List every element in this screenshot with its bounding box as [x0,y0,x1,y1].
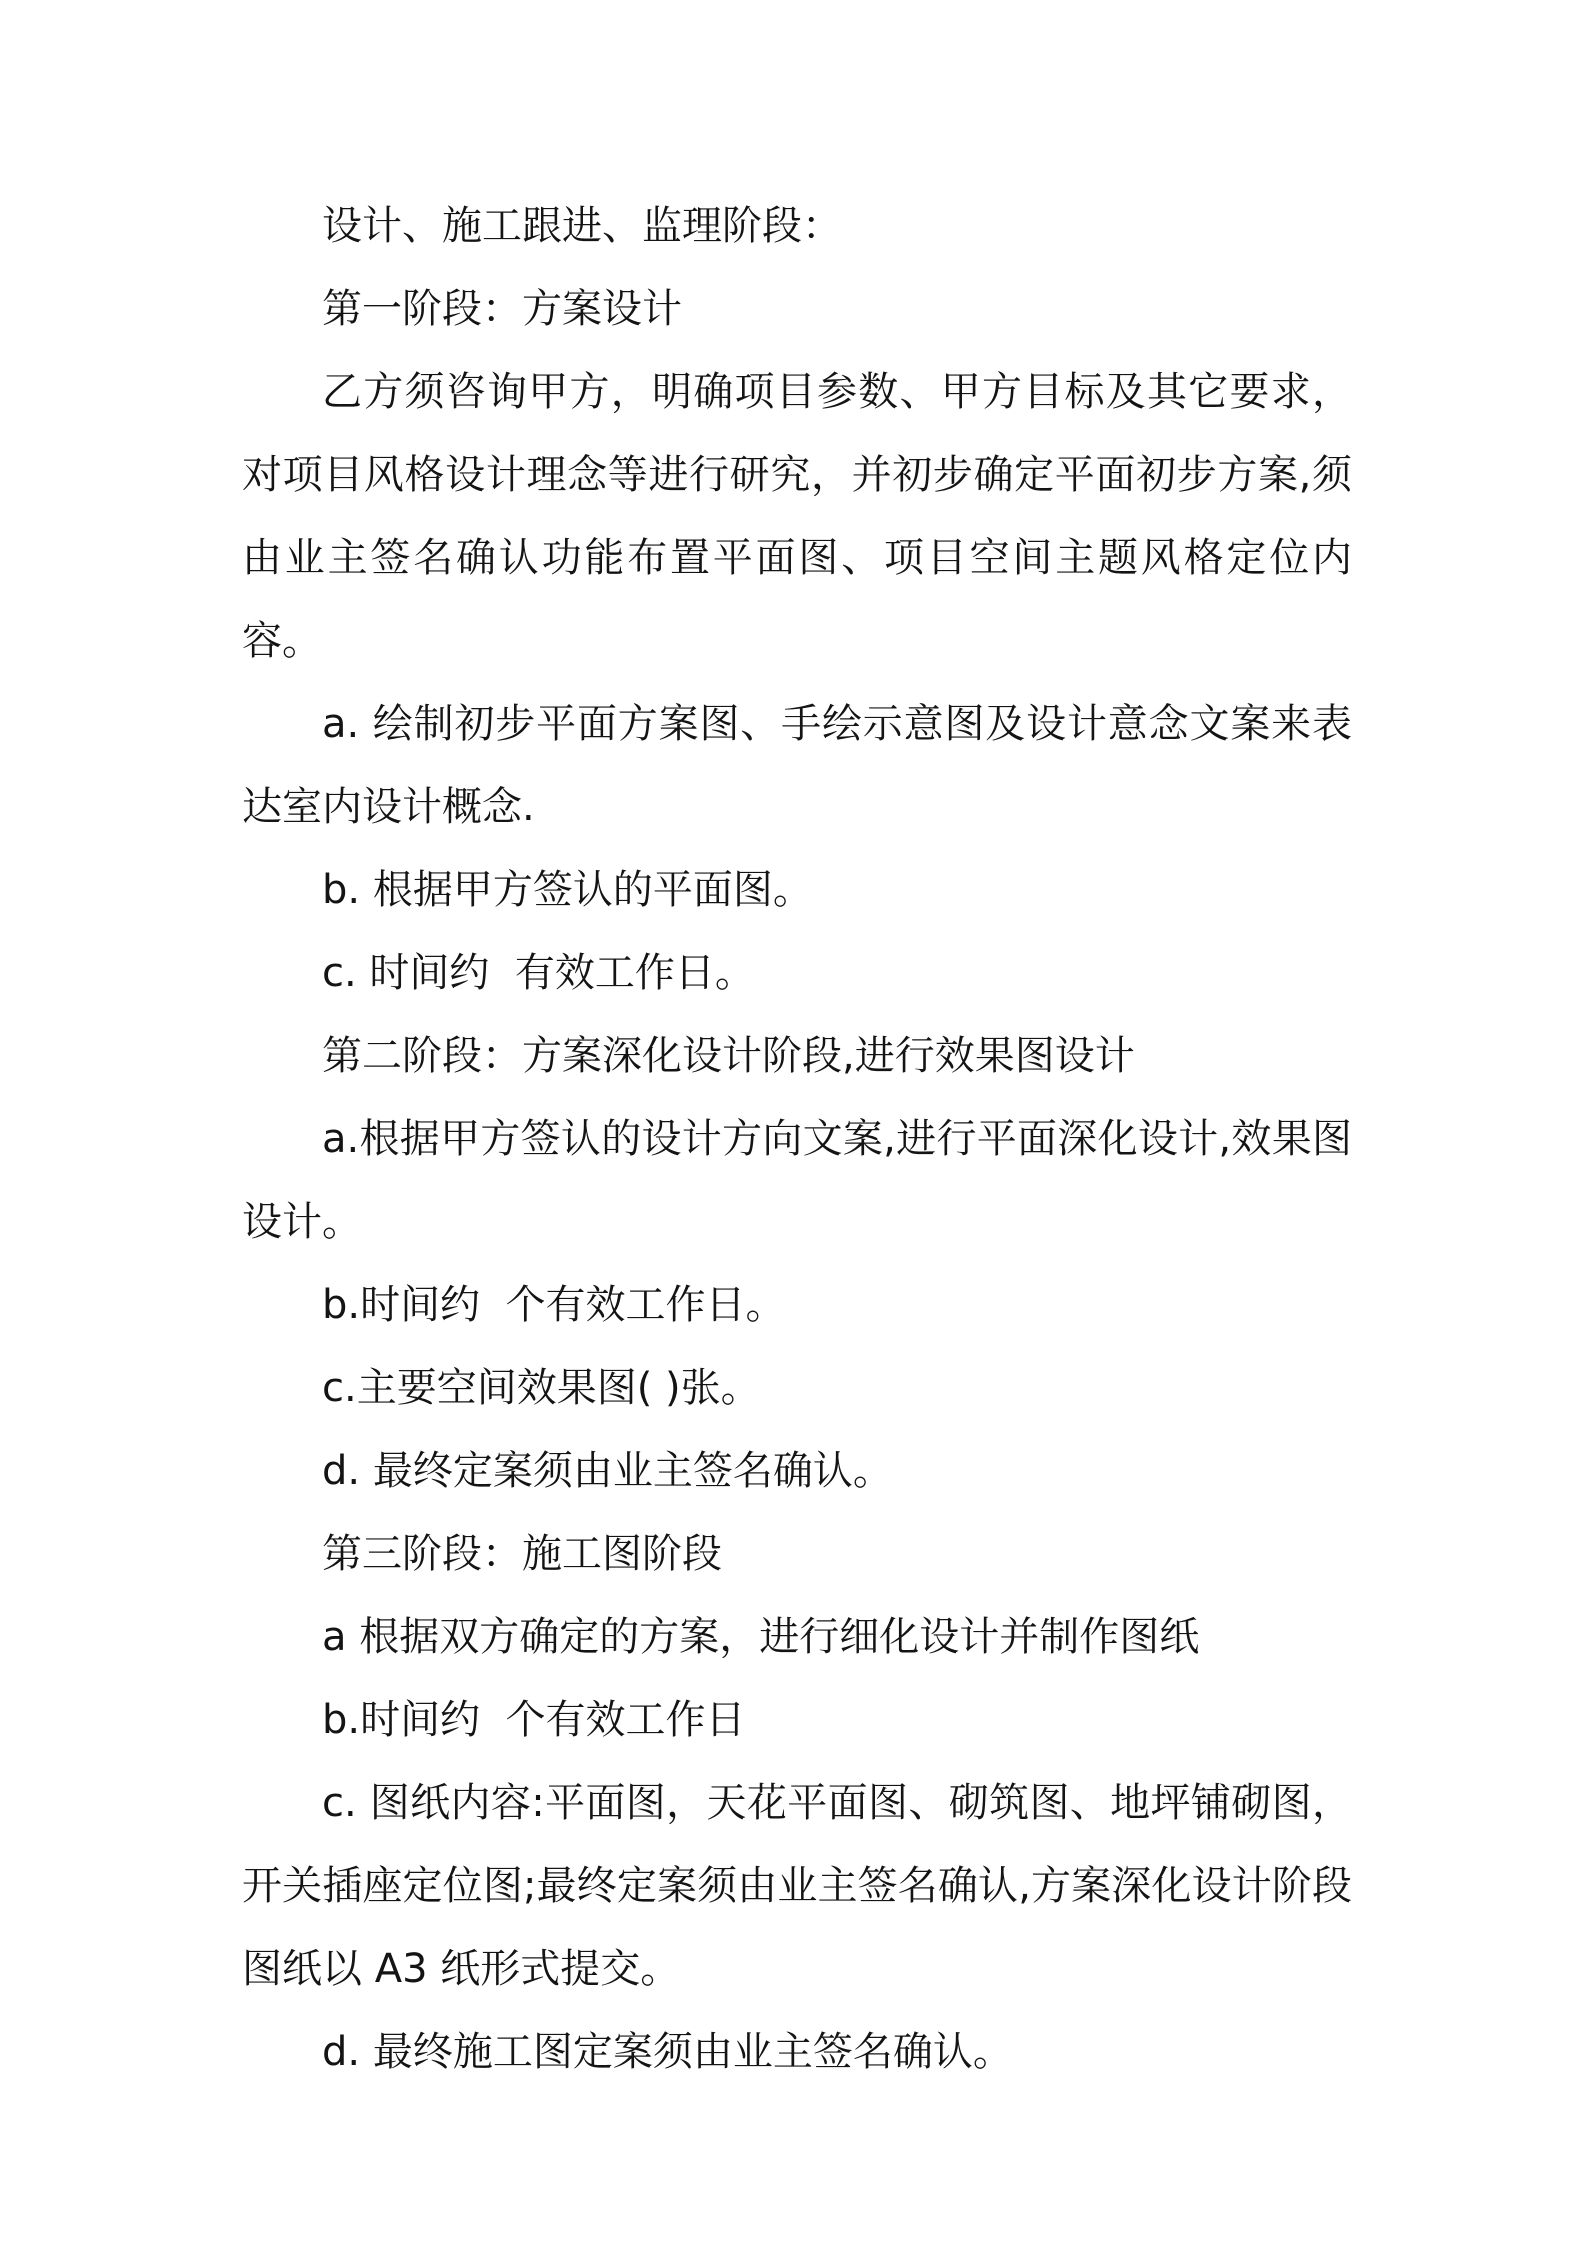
stage-two-item-d: d. 最终定案须由业主签名确认。 [322,1448,893,1494]
stage-three-item-b: b.时间约 个有效工作日 [322,1697,746,1743]
stage-two-heading: 第二阶段：方案深化设计阶段,进行效果图设计 [322,1033,1135,1079]
section-heading: 设计、施工跟进、监理阶段： [322,203,842,249]
stage-three-item-a: a 根据双方确定的方案，进行细化设计并制作图纸 [322,1614,1200,1660]
stage-three-item-d: d. 最终施工图定案须由业主签名确认。 [322,2029,1013,2075]
stage-one-item-c: c. 时间约 有效工作日。 [322,950,755,996]
stage-one-heading: 第一阶段：方案设计 [322,286,682,332]
stage-one-description: 乙方须咨询甲方，明确项目参数、甲方目标及其它要求，对项目风格设计理念等进行研究，并初步确定平面初步方案,须由业主签名确认功能布置平面图、项目空间主题风格定位内容。 [242,369,1352,664]
stage-two-item-a: a.根据甲方签认的设计方向文案,进行平面深化设计,效果图设计。 [242,1116,1352,1245]
stage-one-item-a: a. 绘制初步平面方案图、手绘示意图及设计意念文案来表达室内设计概念. [242,701,1352,830]
stage-three-item-c: c. 图纸内容:平面图，天花平面图、砌筑图、地坪铺砌图，开关插座定位图;最终定案须由业主签名确认,方案深化设计阶段图纸以 A3 纸形式提交。 [242,1780,1352,1992]
document-body [242,185,1352,2094]
stage-two-item-c: c.主要空间效果图( )张。 [322,1365,761,1411]
stage-one-item-b: b. 根据甲方签认的平面图。 [322,867,813,913]
stage-two-item-b: b.时间约 个有效工作日。 [322,1282,786,1328]
stage-three-heading: 第三阶段：施工图阶段 [322,1531,722,1577]
